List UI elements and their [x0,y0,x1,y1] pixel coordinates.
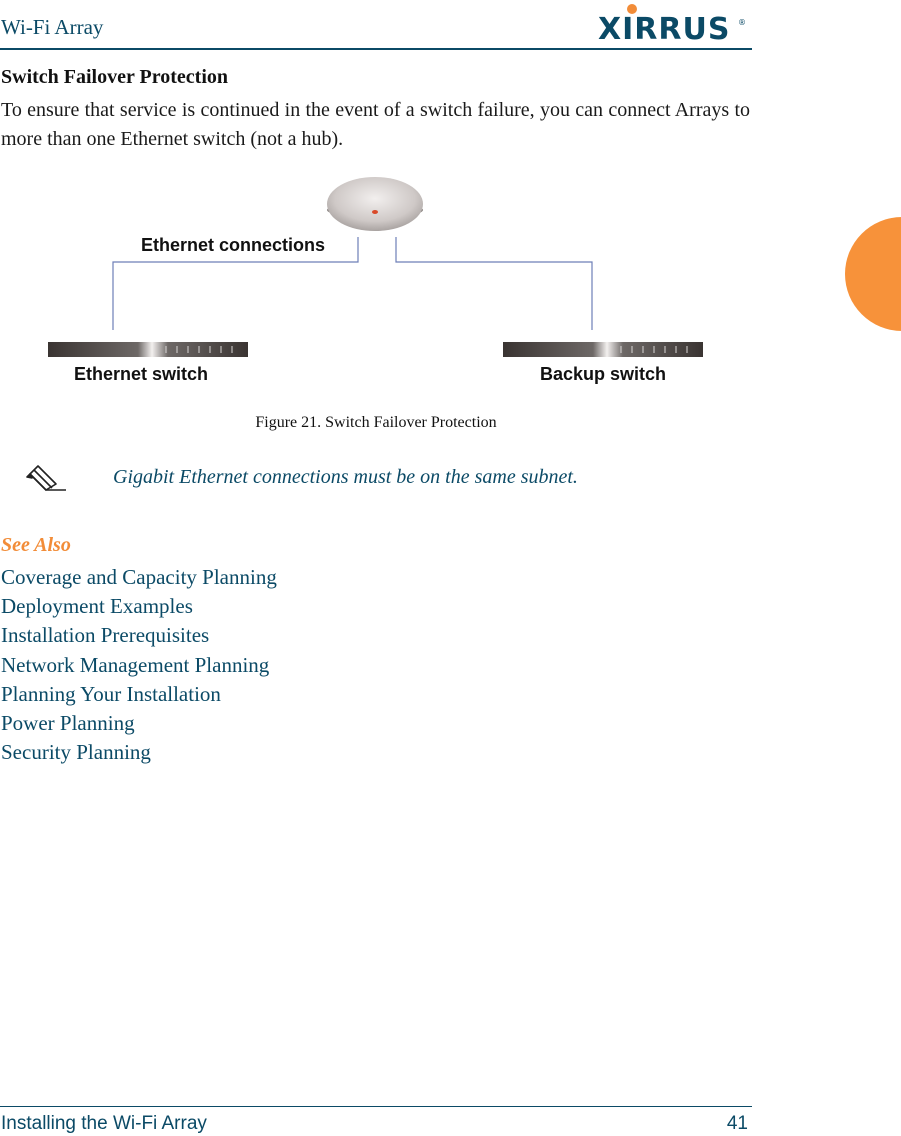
chapter-tab-marker [845,217,901,331]
xirrus-logo [596,3,746,43]
backup-switch-label: Backup switch [540,364,667,384]
header-rule [0,48,752,50]
link-coverage-capacity-planning[interactable]: Coverage and Capacity Planning [1,565,277,589]
backup-switch-icon [503,342,703,357]
see-also-links [1,563,277,767]
footer-chapter-title: Installing the Wi-Fi Array [1,1113,207,1134]
ethernet-switch-icon [48,342,248,357]
link-security-planning[interactable]: Security Planning [1,740,151,765]
connection-line-backup [396,237,592,330]
switch-failover-figure [40,170,720,400]
link-network-management-planning[interactable]: Network Management Planning [1,652,270,677]
header-title: Wi-Fi Array [1,15,104,39]
figure-caption: Figure 21. Switch Failover Protection [255,414,497,431]
svg-text:XIRRUS: XIRRUS [598,12,731,43]
section-heading: Switch Failover Protection [1,66,228,88]
footer-rule [0,1106,752,1107]
link-installation-prerequisites[interactable]: Installation Prerequisites [1,623,210,648]
link-planning-your-installation[interactable]: Planning Your Installation [1,681,221,706]
page-number: 41 [726,1113,748,1134]
ethernet-switch-label: Ethernet switch [74,364,209,384]
link-power-planning[interactable]: Power Planning [1,711,135,736]
link-deployment-examples[interactable]: Deployment Examples [1,594,193,619]
ethernet-connections-label: Ethernet connections [141,235,326,255]
pencil-note-icon [24,460,70,496]
note-text: Gigabit Ethernet connections must be on the same subnet. [113,466,578,488]
see-also-heading: See Also [1,534,71,556]
access-point-icon [327,177,423,231]
svg-text:®: ® [738,18,746,27]
body-paragraph: To ensure that service is continued in the event of a switch failure, you can connect Arrays to more than one Ethernet switch (not a hub). [1,99,750,150]
